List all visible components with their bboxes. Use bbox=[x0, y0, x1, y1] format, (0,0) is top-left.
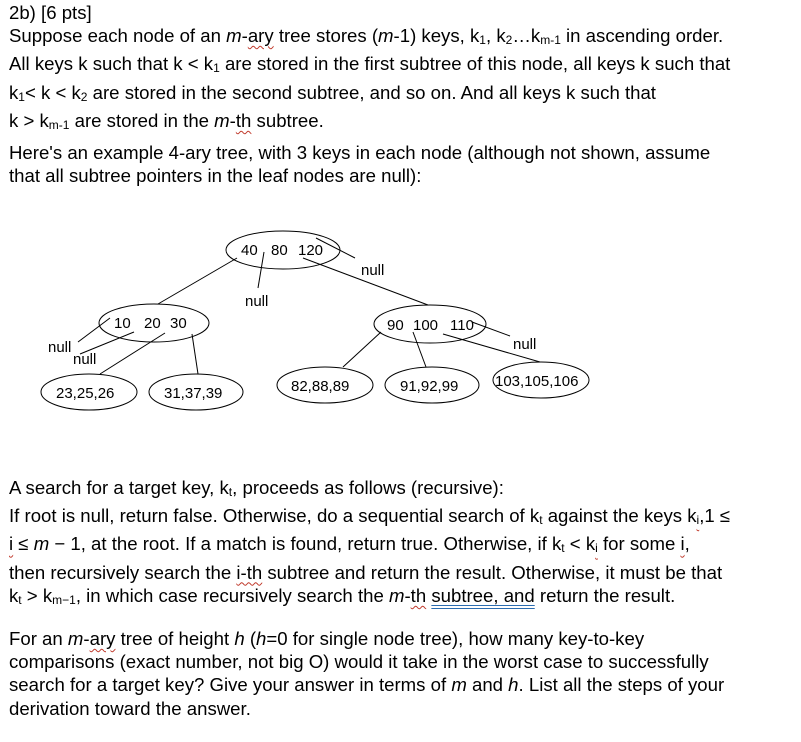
null-label-left-1: null bbox=[48, 339, 72, 356]
question-line-2: comparisons (exact number, not big O) would it take in the worst case to successfully bbox=[9, 651, 709, 673]
leaf-3-keys: 82,88,89 bbox=[291, 378, 350, 395]
left-key-1: 10 bbox=[114, 315, 131, 332]
leaf-4-keys: 91,92,99 bbox=[400, 378, 459, 395]
edge-root-null bbox=[258, 252, 264, 288]
search-description bbox=[9, 476, 795, 612]
problem-intro bbox=[9, 1, 795, 137]
leaf-1-keys: 23,25,26 bbox=[56, 385, 115, 402]
example-line-2: that all subtree pointers in the leaf nodes are null): bbox=[9, 165, 422, 187]
null-label-root-mid: null bbox=[245, 293, 269, 310]
right-key-1: 90 bbox=[387, 317, 404, 334]
intro-line-1: Suppose each node of an m-ary tree stores (m-1) keys, k1, k2…km-1 in ascending order. bbox=[9, 25, 724, 48]
edge-right-leaf-3 bbox=[343, 332, 381, 367]
search-line-4: then recursively search the i-th subtree and return the result. Otherwise, it must be that bbox=[9, 561, 723, 583]
root-key-1: 40 bbox=[241, 242, 258, 259]
intro-line-2: All keys k such that k < k1 are stored in the first subtree of this node, all keys k such that bbox=[9, 53, 731, 76]
question-line-1: For an m-ary tree of height h (h=0 for single node tree), how many key-to-key bbox=[9, 628, 645, 649]
left-key-2: 20 bbox=[144, 315, 161, 332]
edge-right-leaf-4 bbox=[413, 332, 426, 367]
tree-diagram bbox=[0, 222, 801, 422]
right-key-3: 110 bbox=[450, 317, 474, 334]
null-label-left-2: null bbox=[73, 351, 97, 368]
edge-root-left bbox=[158, 258, 237, 304]
question-line-3: search for a target key? Give your answer in terms of m and h. List all the steps of your bbox=[9, 674, 725, 696]
problem-heading: 2b) [6 pts] bbox=[9, 2, 92, 23]
intro-line-4: k > km-1 are stored in the m-th subtree. bbox=[9, 109, 324, 132]
null-label-right: null bbox=[513, 336, 537, 353]
edge-left-leaf-1 bbox=[100, 333, 165, 374]
question-line-4: derivation toward the answer. bbox=[9, 697, 251, 719]
example-description bbox=[9, 141, 795, 187]
search-line-2: If root is null, return false. Otherwise, do a sequential search of kt against the keys ki,1 ≤ bbox=[9, 505, 731, 528]
search-line-3: i ≤ m − 1, at the root. If a match is found, return true. Otherwise, if kt < ki for some i, bbox=[9, 533, 690, 556]
search-line-5: kt > km−1, in which case recursively search the m-th subtree, and return the result. bbox=[9, 584, 676, 607]
edge-left-leaf-2 bbox=[192, 334, 198, 374]
leaf-5-keys: 103,105,106 bbox=[495, 373, 579, 390]
null-label-root-right: null bbox=[361, 262, 385, 279]
search-line-1: A search for a target key, kt, proceeds as follows (recursive): bbox=[9, 477, 504, 499]
edge-left-null-1 bbox=[78, 318, 110, 342]
root-key-3: 120 bbox=[298, 242, 324, 259]
intro-line-3: k1< k < k2 are stored in the second subtree, and so on. And all keys k such that bbox=[9, 81, 656, 104]
example-line-1: Here's an example 4-ary tree, with 3 keys in each node (although not shown, assume bbox=[9, 142, 711, 163]
leaf-2-keys: 31,37,39 bbox=[164, 385, 223, 402]
left-key-3: 30 bbox=[170, 315, 187, 332]
question bbox=[9, 627, 795, 720]
right-key-2: 100 bbox=[413, 317, 439, 334]
root-key-2: 80 bbox=[271, 242, 288, 259]
